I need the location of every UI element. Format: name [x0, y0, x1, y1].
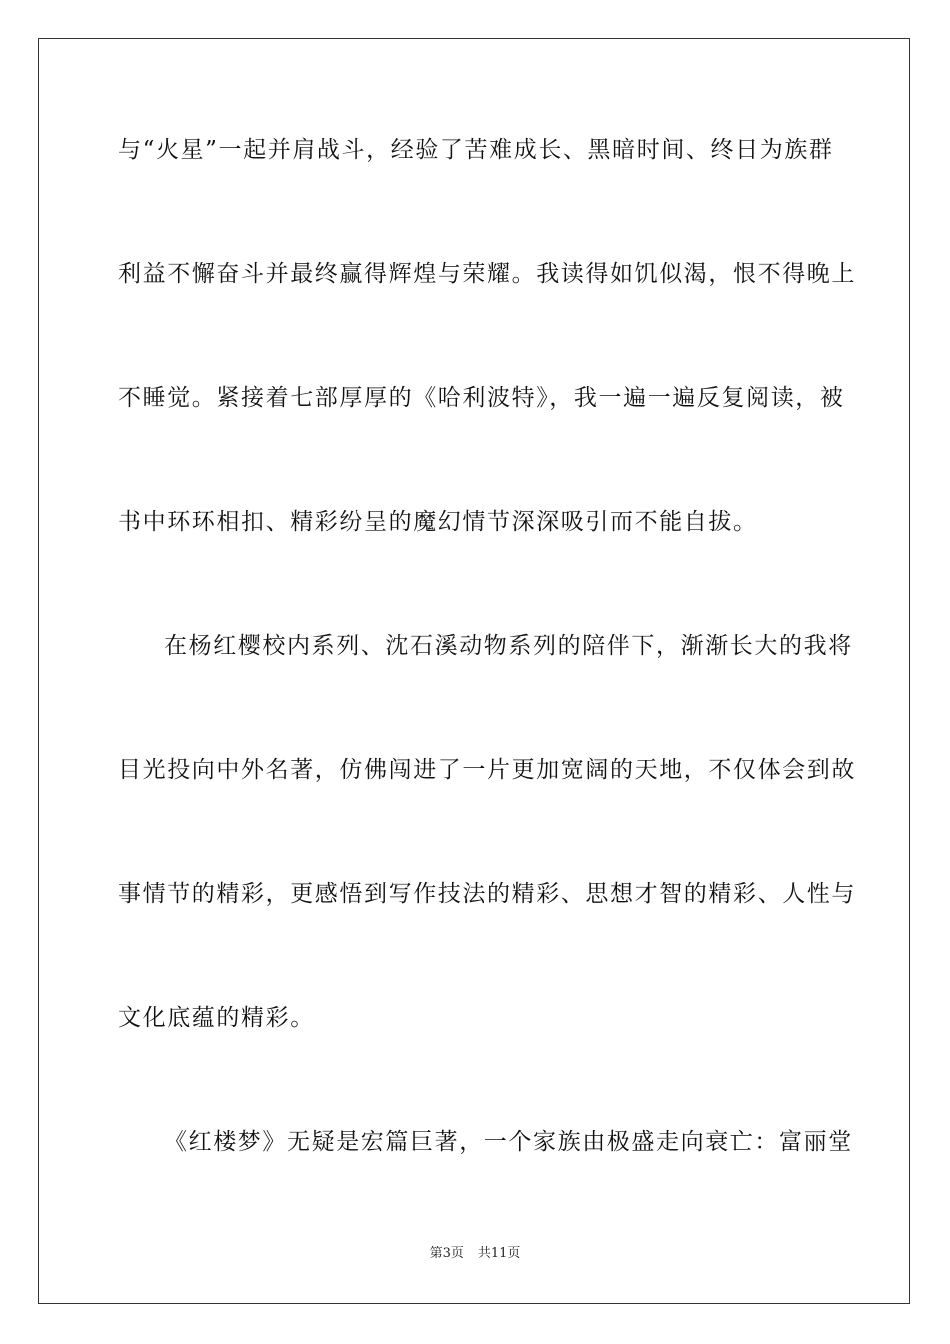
text-line-8: 文化底蕴的精彩。 — [118, 1005, 315, 1031]
page-footer — [0, 1246, 950, 1262]
page-total: 共11页 — [477, 1246, 521, 1261]
text-line-5: 在杨红樱校内系列、沈石溪动物系列的陪伴下，渐渐长大的我将 — [164, 633, 853, 659]
text-line-3: 不睡觉。紧接着七部厚厚的《哈利波特》，我一遍一遍反复阅读，被 — [118, 385, 845, 411]
text-line-2: 利益不懈奋斗并最终赢得辉煌与荣耀。我读得如饥似渴，恨不得晚上 — [118, 261, 856, 287]
page-border — [38, 38, 910, 1304]
text-line-7: 事情节的精彩，更感悟到写作技法的精彩、思想才智的精彩、人性与 — [118, 881, 856, 907]
text-line-9: 《红楼梦》无疑是宏篇巨著，一个家族由极盛走向衰亡：富丽堂 — [164, 1129, 853, 1155]
text-line-6: 目光投向中外名著，仿佛闯进了一片更加宽阔的天地，不仅体会到故 — [118, 757, 856, 783]
text-line-1: 与“火星”一起并肩战斗，经验了苦难成长、黑暗时间、终日为族群 — [118, 137, 834, 163]
page-number: 第3页 — [429, 1246, 464, 1261]
text-line-4: 书中环环相扣、精彩纷呈的魔幻情节深深吸引而不能自拔。 — [118, 509, 758, 535]
